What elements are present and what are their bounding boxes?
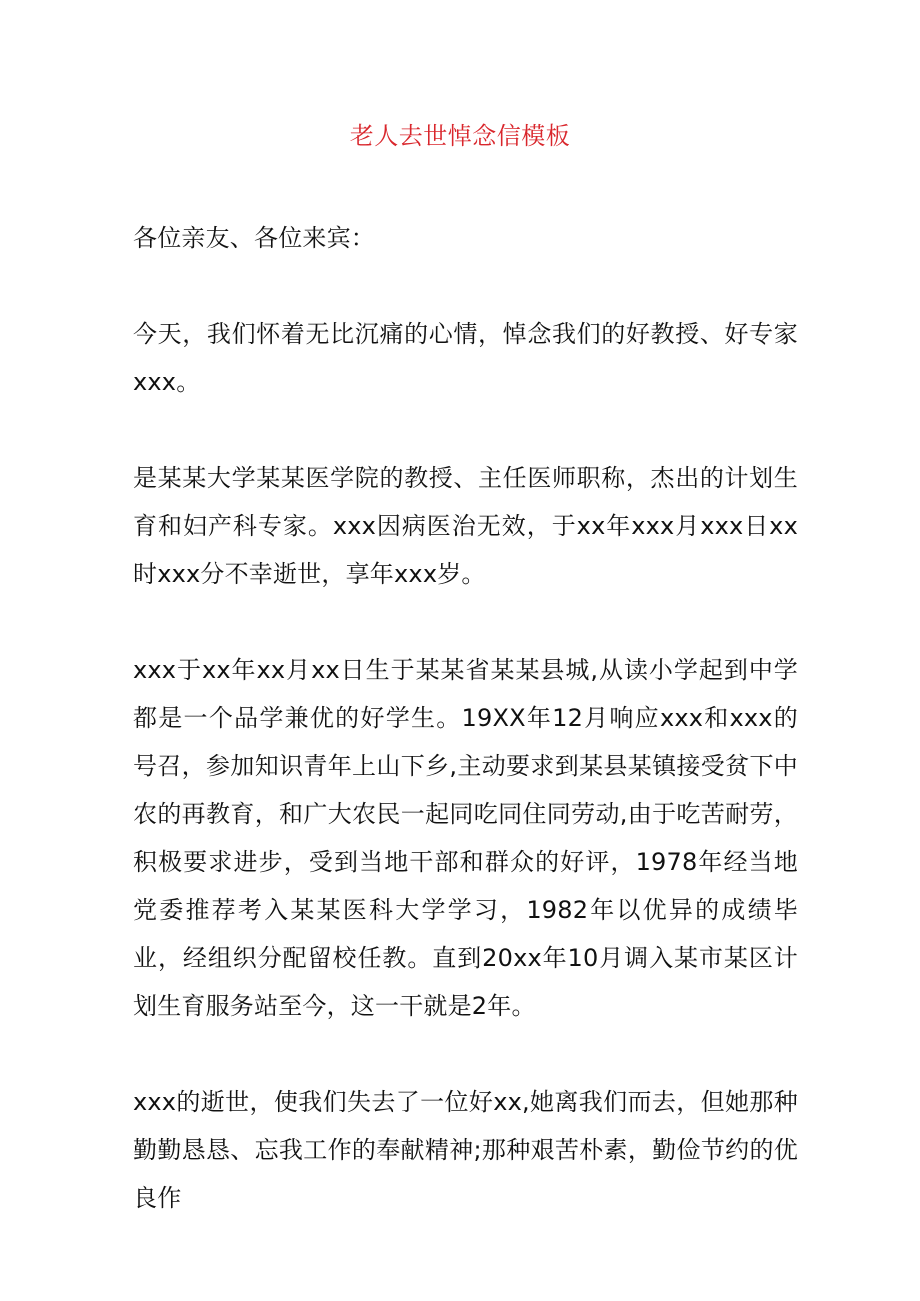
document-body [133,214,798,1222]
document-title: 老人去世悼念信模板 [349,122,571,150]
biography-summary-paragraph: 是某某大学某某医学院的教授、主任医师职称，杰出的计划生育和妇产科专家。xxx因病医治无效，于xx年xxx月xxx日xx时xxx分不幸逝世，享年xxx岁。 [133,464,798,588]
life-history-paragraph: xxx于xx年xx月xx日生于某某省某某县城,从读小学起到中学都是一个品学兼优的好学生。19XX年12月响应xxx和xxx的号召，参加知识青年上山下乡,主动要求到某县某镇接受贫下中农的再教育，和广大农民一起同吃同住同劳动,由于吃苦耐劳，积极要求进步，受到当地干部和群众的好评，1978年经当地党委推荐考入某某医科大学学习，1982年以优异的成绩毕业，经组织分配留校任教。直到20xx年10月调入某市某区计划生育服务站至今，这一干就是2年。 [133,656,798,1020]
opening-paragraph: 今天，我们怀着无比沉痛的心情，悼念我们的好教授、好专家xxx。 [133,320,798,396]
salutation-paragraph: 各位亲友、各位来宾： [133,224,375,252]
tribute-paragraph: xxx的逝世，使我们失去了一位好xx,她离我们而去，但她那种勤勤恳恳、忘我工作的奉献精神;那种艰苦朴素，勤俭节约的优良作 [133,1088,798,1212]
